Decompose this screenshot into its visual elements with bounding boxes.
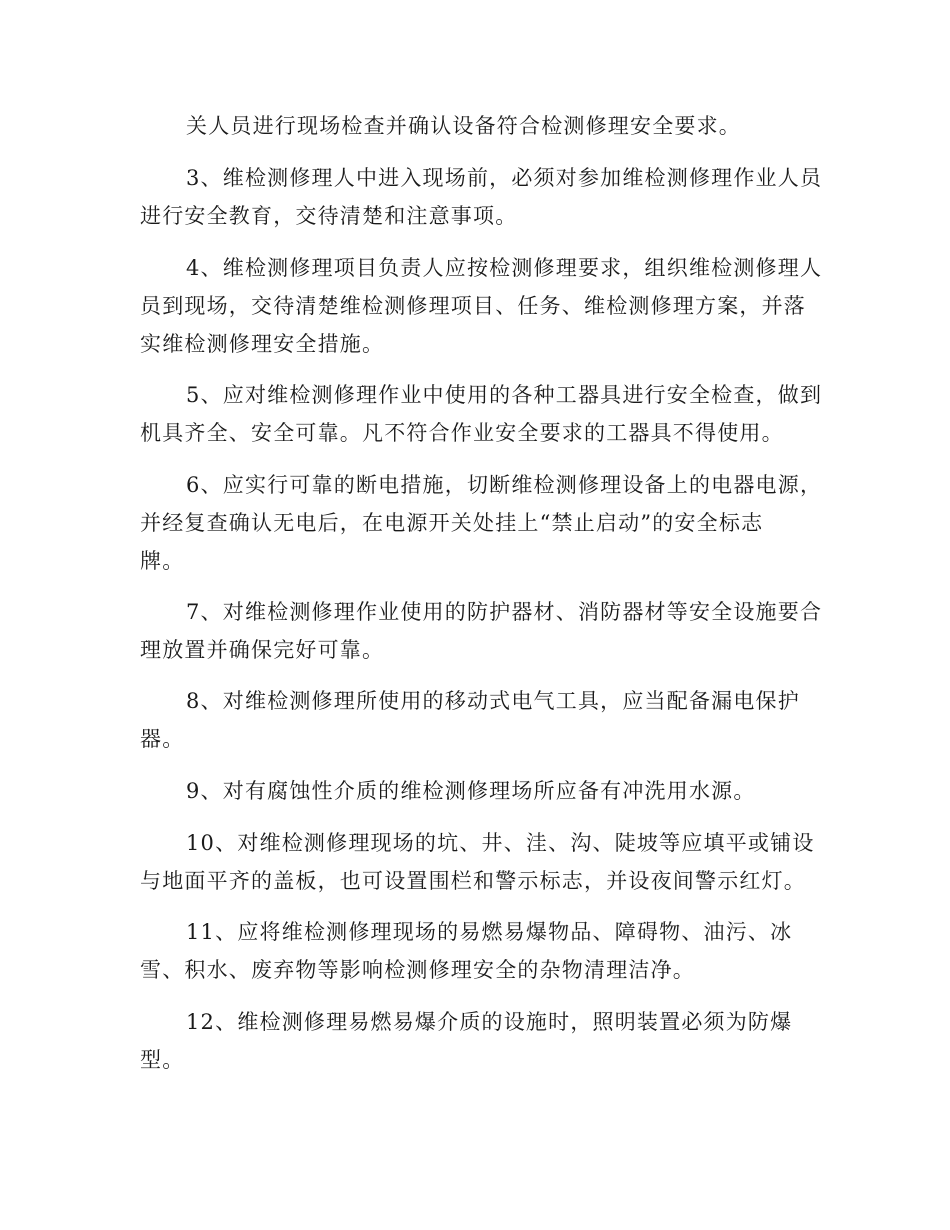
paragraph-item-12: [140, 1003, 820, 1079]
text-line: 型。: [140, 1048, 185, 1072]
text-line: 并经复查确认无电后，在电源开关处挂上“禁止启动”的安全标志: [140, 511, 764, 535]
text-line: 6、应实行可靠的断电措施，切断维检测修理设备上的电器电源，: [186, 473, 823, 497]
text-line: 5、应对维检测修理作业中使用的各种工器具进行安全检查，做到: [186, 383, 823, 407]
text-line: 3、维检测修理人中进入现场前，必须对参加维检测修理作业人员: [186, 166, 823, 190]
paragraph-item-11: [140, 913, 820, 989]
text-line: 12、维检测修理易燃易爆介质的设施时，照明装置必须为防爆: [186, 1010, 793, 1034]
paragraph-item-5: [140, 376, 823, 452]
text-line: 与地面平齐的盖板，也可设置围栏和警示标志，并设夜间警示红灯。: [140, 869, 806, 893]
text-line: 10、对维检测修理现场的坑、井、洼、沟、陡坡等应填平或铺设: [186, 831, 815, 855]
text-line: 员到现场，交待清楚维检测修理项目、任务、维检测修理方案，并落: [140, 294, 806, 318]
text-line: 理放置并确保完好可靠。: [140, 638, 385, 662]
text-line: 9、对有腐蚀性介质的维检测修理场所应备有冲洗用水源。: [186, 779, 756, 803]
text-line: 关人员进行现场检查并确认设备符合检测修理安全要求。: [186, 114, 741, 138]
text-line: 实维检测修理安全措施。: [140, 332, 385, 356]
text-line: 机具齐全、安全可靠。凡不符合作业安全要求的工器具不得使用。: [140, 421, 784, 445]
text-line: 牌。: [140, 549, 185, 573]
paragraph-item-9: [140, 772, 820, 810]
text-line: 器。: [140, 727, 185, 751]
text-line: 7、对维检测修理作业使用的防护器材、消防器材等安全设施要合: [186, 600, 823, 624]
paragraph-item-10: [140, 824, 820, 900]
text-line: 8、对维检测修理所使用的移动式电气工具，应当配备漏电保护: [186, 689, 800, 713]
paragraph-item-3: [140, 159, 823, 235]
paragraph-intro: [140, 107, 820, 145]
paragraph-item-6: [140, 466, 823, 580]
paragraph-item-8: [140, 682, 820, 758]
paragraph-item-4: [140, 249, 823, 363]
text-line: 4、维检测修理项目负责人应按检测修理要求，组织维检测修理人: [186, 256, 823, 280]
text-line: 进行安全教育，交待清楚和注意事项。: [140, 204, 518, 228]
text-line: 雪、积水、废弃物等影响检测修理安全的杂物清理洁净。: [140, 958, 695, 982]
paragraph-item-7: [140, 593, 823, 669]
text-line: 11、应将维检测修理现场的易燃易爆物品、障碍物、油污、冰: [186, 920, 793, 944]
